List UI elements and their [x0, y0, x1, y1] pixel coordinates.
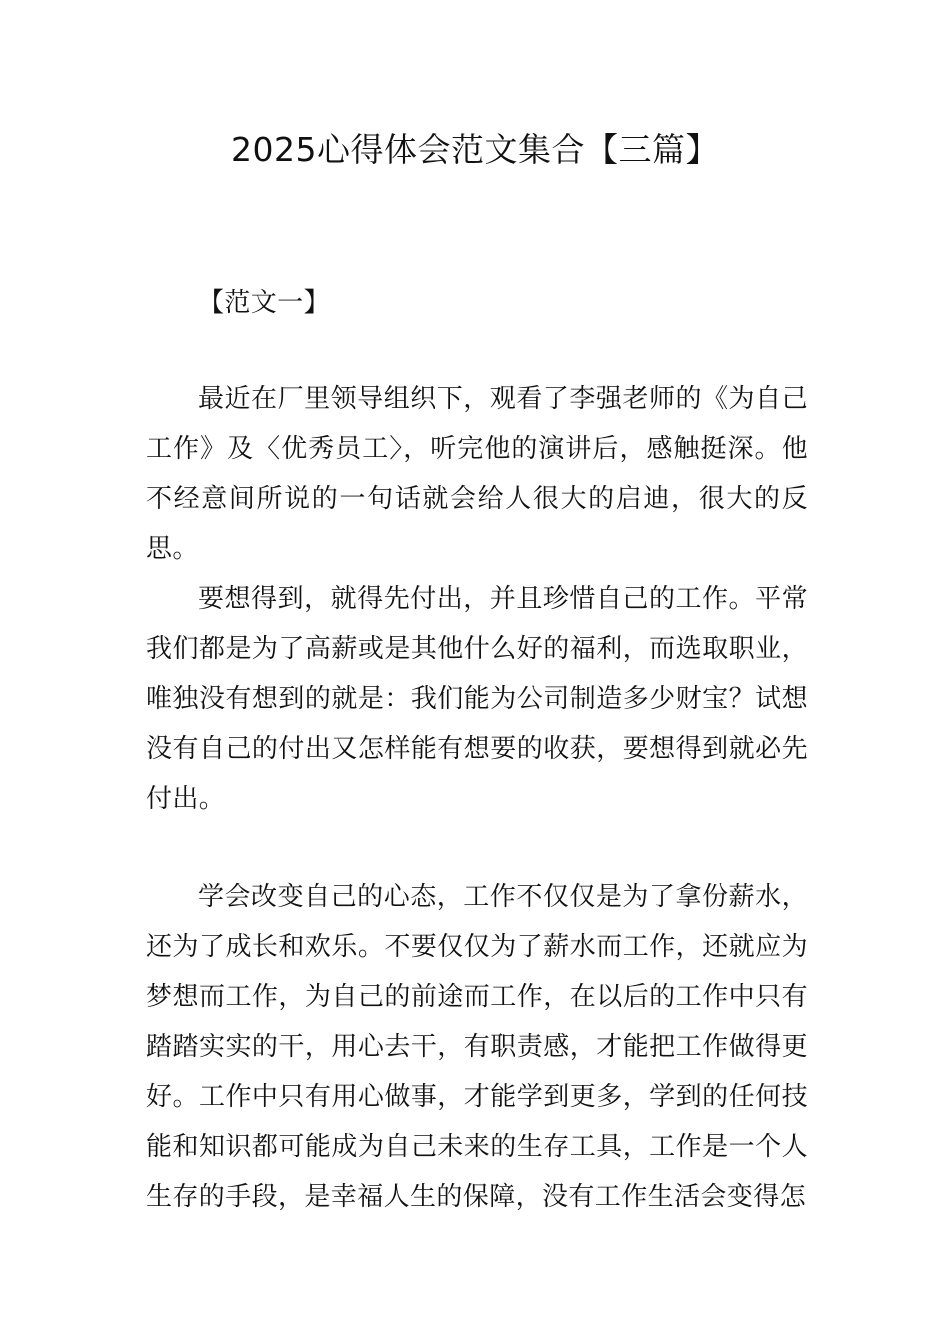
paragraph-1: 最近在厂里领导组织下，观看了李强老师的《为自己工作》及〈优秀员工〉，听完他的演讲后，感触挺深。他不经意间所说的一句话就会给人很大的启迪，很大的反思。: [146, 384, 808, 564]
paragraph-2: 要想得到，就得先付出，并且珍惜自己的工作。平常我们都是为了高薪或是其他什么好的福利，而选取职业，唯独没有想到的就是：我们能为公司制造多少财宝？试想没有自己的付出又怎样能有想要的收获，要想得到就必先付出。: [146, 584, 808, 814]
paragraph-3: 学会改变自己的心态，工作不仅仅是为了拿份薪水，还为了成长和欢乐。不要仅仅为了薪水而工作，还就应为梦想而工作，为自己的前途而工作，在以后的工作中只有踏踏实实的干，用心去干，有职责感，才能把工作做得更好。工作中只有用心做事，才能学到更多，学到的任何技能和知识都可能成为自己未来的生存工具，工作是一个人生存的手段，是幸福人生的保障，没有工作生活会变得怎: [146, 882, 808, 1212]
section-label: 【范文一】: [198, 288, 331, 318]
document-title: 2025心得体会范文集合【三篇】: [231, 130, 719, 169]
